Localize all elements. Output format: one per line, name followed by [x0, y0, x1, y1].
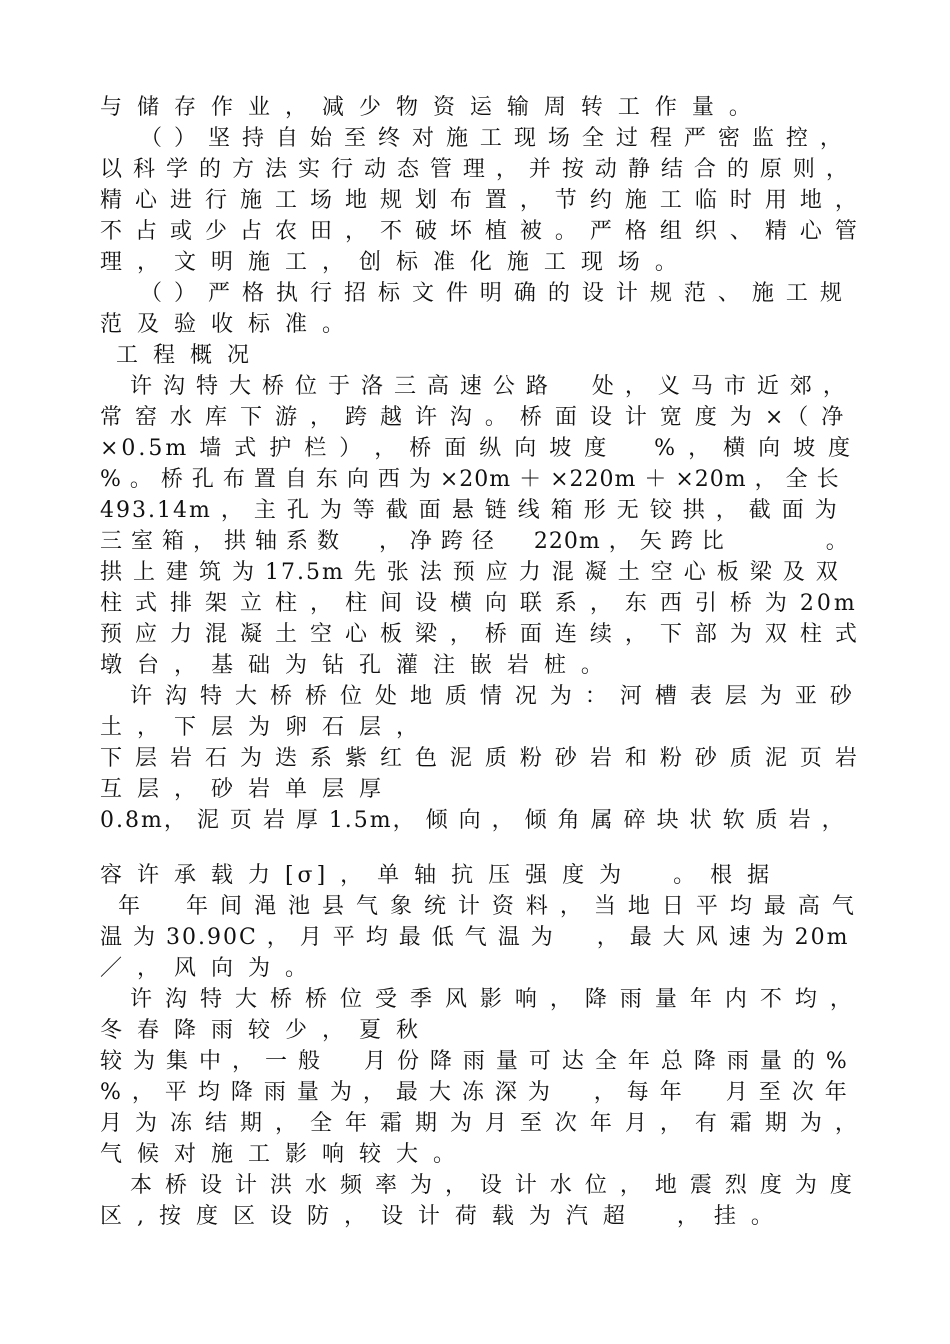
text-line: ×0.5m 墙 式 护 栏 ） ， 桥 面 纵 向 坡 度 % ， 横 向 坡 度: [100, 436, 854, 461]
text-line: 精 心 进 行 施 工 场 地 规 划 布 置 ， 节 约 施 工 临 时 用 地 ，: [100, 188, 860, 213]
text-line: （ ） 严 格 执 行 招 标 文 件 明 确 的 设 计 规 范 、 施 工 规: [140, 281, 845, 306]
text-line: 不 占 或 少 占 农 田 ， 不 破 坏 植 被 。 严 格 组 织 、 精 心 管: [100, 219, 860, 244]
section-heading: 工 程 概 况: [116, 343, 253, 368]
text-line: 土 ， 下 层 为 卵 石 层 ，: [100, 715, 422, 740]
text-line: 0.8m， 泥 页 岩 厚 1.5m， 倾 向 ， 倾 角 属 碎 块 状 软 质 岩 ，: [100, 808, 846, 833]
text-line: 三 室 箱 ， 拱 轴 系 数 ， 净 跨 径 220m ， 矢 跨 比 。: [100, 529, 849, 554]
text-line: % ， 平 均 降 雨 量 为 ， 最 大 冻 深 为 ， 每 年 月 至 次 年: [100, 1080, 849, 1105]
text-line: 许 沟 特 大 桥 位 于 洛 三 高 速 公 路 处 ， 义 马 市 近 郊 ，: [130, 374, 847, 399]
text-line: （ ） 坚 持 自 始 至 终 对 施 工 现 场 全 过 程 严 密 监 控 ，: [140, 126, 845, 151]
text-line: 年 年 间 渑 池 县 气 象 统 计 资 料 ， 当 地 日 平 均 最 高 气: [118, 894, 857, 919]
text-line: 柱 式 排 架 立 柱 ， 柱 间 设 横 向 联 系 ， 东 西 引 桥 为 20m: [100, 591, 858, 616]
text-line: 以 科 学 的 方 法 实 行 动 态 管 理 ， 并 按 动 静 结 合 的 原 则 ，: [100, 157, 850, 182]
text-line: 常 窑 水 库 下 游 ， 跨 越 许 沟 。 桥 面 设 计 宽 度 为 ×（ 净: [100, 405, 847, 430]
text-line: % 。 桥 孔 布 置 自 东 向 西 为 ×20m ＋ ×220m ＋ ×20m ， 全 长: [100, 467, 840, 492]
text-line: 区 , 按 度 区 设 防 ， 设 计 荷 载 为 汽 超 ， 挂 。: [100, 1204, 777, 1229]
text-line: 容 许 承 载 力 [σ] ， 单 轴 抗 压 强 度 为 。 根 据: [100, 863, 774, 888]
text-line: 与 储 存 作 业 ， 减 少 物 资 运 输 周 转 工 作 量 。: [100, 95, 755, 120]
text-line: 拱 上 建 筑 为 17.5m 先 张 法 预 应 力 混 凝 土 空 心 板 梁 及 双: [100, 560, 840, 585]
text-line: 气 候 对 施 工 影 响 较 大 。: [100, 1142, 459, 1167]
text-line: 范 及 验 收 标 准 。: [100, 312, 348, 337]
text-line: 本 桥 设 计 洪 水 频 率 为 ， 设 计 水 位 ， 地 震 烈 度 为 度: [130, 1173, 855, 1198]
text-line: 下 层 岩 石 为 迭 系 紫 红 色 泥 质 粉 砂 岩 和 粉 砂 质 泥 页 岩: [100, 746, 860, 771]
text-line: 冬 春 降 雨 较 少 ， 夏 秋: [100, 1018, 422, 1043]
text-line: 互 层 ， 砂 岩 单 层 厚: [100, 777, 385, 802]
text-line: 月 为 冻 结 期 ， 全 年 霜 期 为 月 至 次 年 月 ， 有 霜 期 为 ，: [100, 1111, 860, 1136]
text-line: 许 沟 特 大 桥 桥 位 受 季 风 影 响 ， 降 雨 量 年 内 不 均 ，: [130, 987, 855, 1012]
text-line: 温 为 30.90C ， 月 平 均 最 低 气 温 为 ， 最 大 风 速 为 20m: [100, 925, 850, 950]
text-line: ／ ， 风 向 为 。: [100, 956, 311, 981]
text-line: 许 沟 特 大 桥 桥 位 处 地 质 情 况 为 ： 河 槽 表 层 为 亚 砂: [130, 684, 855, 709]
text-line: 493.14m ， 主 孔 为 等 截 面 悬 链 线 箱 形 无 铰 拱 ， 截 面 为: [100, 498, 839, 523]
text-line: 预 应 力 混 凝 土 空 心 板 梁 ， 桥 面 连 续 ， 下 部 为 双 柱 式: [100, 622, 860, 647]
text-line: 理 ， 文 明 施 工 ， 创 标 准 化 施 工 现 场 。: [100, 250, 681, 275]
text-line: 较 为 集 中 ， 一 般 月 份 降 雨 量 可 达 全 年 总 降 雨 量 的 %: [100, 1049, 849, 1074]
text-line: 墩 台 ， 基 础 为 钻 孔 灌 注 嵌 岩 桩 。: [100, 653, 607, 678]
